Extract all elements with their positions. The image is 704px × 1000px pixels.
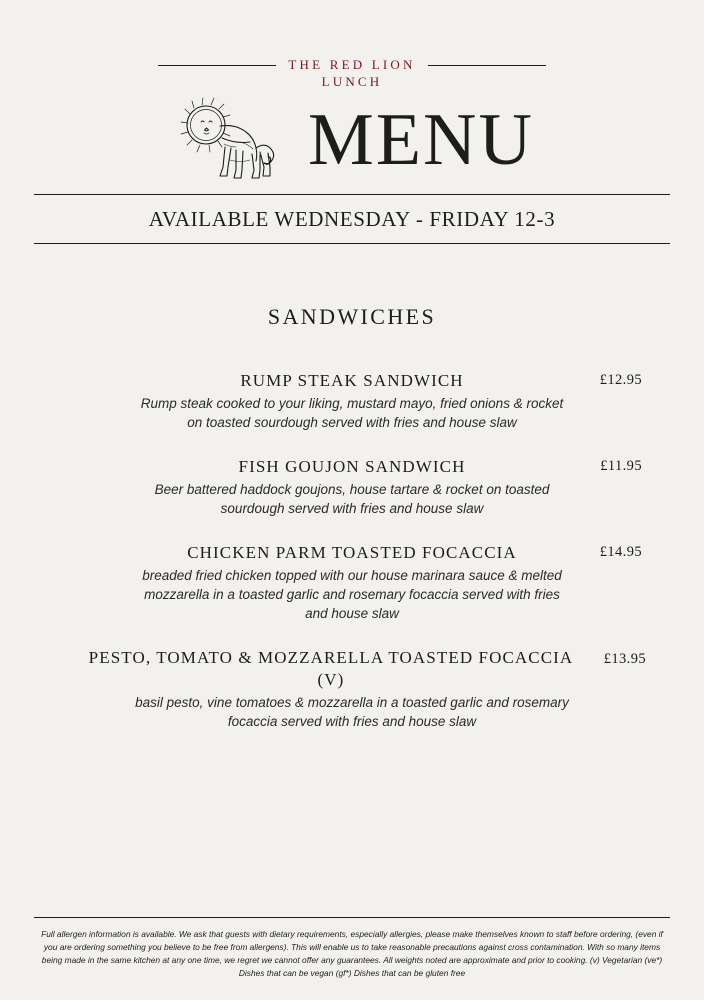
eyebrow-rule-right xyxy=(428,65,546,66)
lion-icon xyxy=(170,92,290,188)
eyebrow-row xyxy=(34,56,670,90)
menu-item-description: Rump steak cooked to your liking, mustard mayo, fried onions & rocket on toasted sourdough served with fries and house slaw xyxy=(140,396,564,430)
title-row xyxy=(34,92,670,188)
allergen-note: Full allergen information is available. We ask that guests with dietary requirements, especially allergies, please make themselves known to staff before ordering, (even if you are ordering something you believe to be free from allergens). This will enable us to take reasonable precautions against cross contamination. With so many items being made in the same kitchen at any one time, we regret we cannot offer any guarantees. All weights noted are approximate and prior to cooking. (v) Vegetarian (ve*) Dishes that can be vegan (gf*) Dishes that can be gluten free xyxy=(41,929,663,978)
divider-footer xyxy=(34,917,670,918)
menu-item xyxy=(34,456,670,518)
menu-item-price: £14.95 xyxy=(599,544,642,560)
menu-item-description: Beer battered haddock goujons, house tartare & rocket on toasted sourdough served with fries and house slaw xyxy=(154,482,550,516)
menu-item-name: CHICKEN PARM TOASTED FOCACCIA xyxy=(187,543,517,562)
eyebrow-rule-left xyxy=(158,65,276,66)
page-title: MENU xyxy=(308,99,534,181)
menu-item xyxy=(34,542,670,623)
menu-header xyxy=(34,0,670,244)
menu-item xyxy=(34,370,670,432)
eyebrow-line-2: LUNCH xyxy=(321,74,383,89)
menu-item-price: £11.95 xyxy=(600,458,642,474)
menu-items-list xyxy=(34,370,670,731)
menu-item-name: PESTO, TOMATO & MOZZARELLA TOASTED FOCACCIA (V) xyxy=(88,648,574,689)
restaurant-name xyxy=(288,56,415,90)
menu-item-description: breaded fried chicken topped with our house marinara sauce & melted mozzarella in a toasted garlic and rosemary focaccia served with fries and house slaw xyxy=(142,568,562,621)
menu-item-name: FISH GOUJON SANDWICH xyxy=(238,457,466,476)
menu-item-name: RUMP STEAK SANDWICH xyxy=(240,371,464,390)
menu-footer xyxy=(34,917,670,980)
menu-item-description: basil pesto, vine tomatoes & mozzarella in a toasted garlic and rosemary focaccia served with fries and house slaw xyxy=(135,695,569,729)
section-title: SANDWICHES xyxy=(267,304,437,329)
menu-item xyxy=(34,647,670,731)
availability-text: AVAILABLE WEDNESDAY - FRIDAY 12-3 xyxy=(148,207,556,231)
divider-under-availability xyxy=(34,243,670,244)
menu-item-price: £13.95 xyxy=(603,651,646,667)
menu-item-price: £12.95 xyxy=(599,372,642,388)
eyebrow-line-1: THE RED LION xyxy=(288,57,416,72)
section-sandwiches xyxy=(34,304,670,731)
